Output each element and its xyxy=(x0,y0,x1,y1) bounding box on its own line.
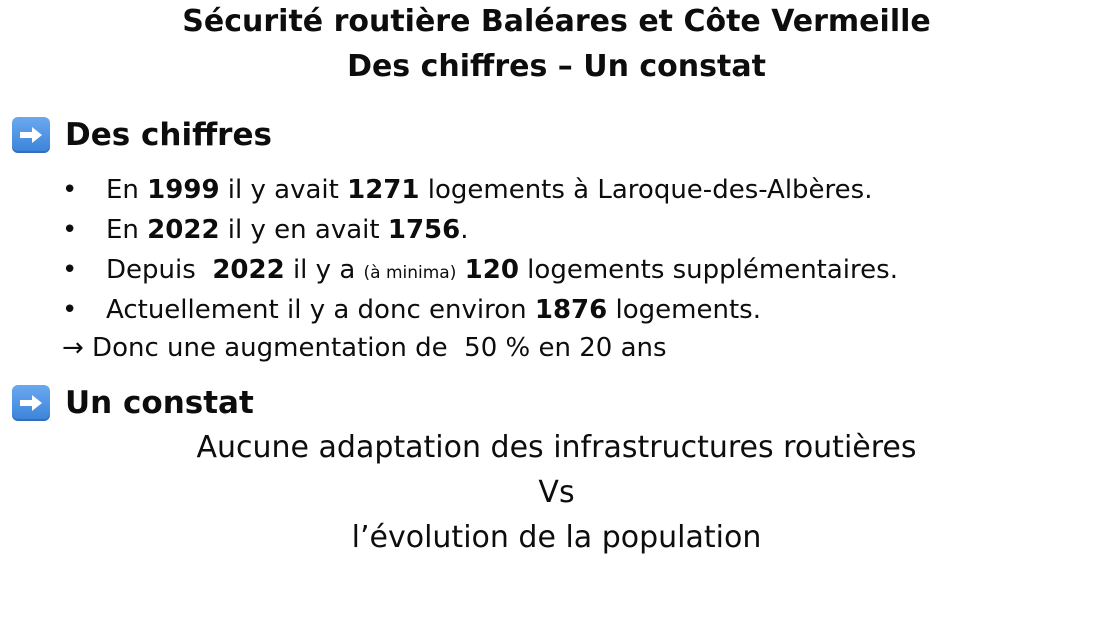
conclusion-arrow-icon: → xyxy=(62,333,84,363)
page-subtitle: Des chiffres – Un constat xyxy=(347,49,766,84)
constat-line: Aucune adaptation des infrastructures routières xyxy=(196,430,917,465)
list-item-text: En 1999 il y avait 1271 logements à Laroque-des-Albères. xyxy=(106,175,873,205)
section-heading-chiffres xyxy=(12,115,272,155)
bullet-dot: • xyxy=(62,295,78,325)
section-heading-constat xyxy=(12,383,254,423)
bullet-dot: • xyxy=(62,215,78,245)
figures-list xyxy=(62,170,898,330)
section-label: Des chiffres xyxy=(65,117,272,153)
conclusion-line xyxy=(62,328,667,368)
constat-line: Vs xyxy=(538,475,575,510)
list-item-text: En 2022 il y en avait 1756. xyxy=(106,215,469,245)
bullet-dot: • xyxy=(62,255,78,285)
list-item-text: Depuis 2022 il y a (à minima) 120 logements supplémentaires. xyxy=(106,255,898,285)
section-label: Un constat xyxy=(65,385,254,421)
page-title: Sécurité routière Baléares et Côte Vermeille xyxy=(182,4,931,39)
constat-line: l’évolution de la population xyxy=(351,520,762,555)
right-arrow-icon xyxy=(12,385,50,421)
bullet-dot: • xyxy=(62,175,78,205)
right-arrow-icon xyxy=(12,117,50,153)
conclusion-text: Donc une augmentation de 50 % en 20 ans xyxy=(83,333,667,363)
list-item-text: Actuellement il y a donc environ 1876 logements. xyxy=(106,295,761,325)
list-item xyxy=(62,210,898,250)
list-item xyxy=(62,170,898,210)
list-item xyxy=(62,250,898,290)
list-item xyxy=(62,290,898,330)
